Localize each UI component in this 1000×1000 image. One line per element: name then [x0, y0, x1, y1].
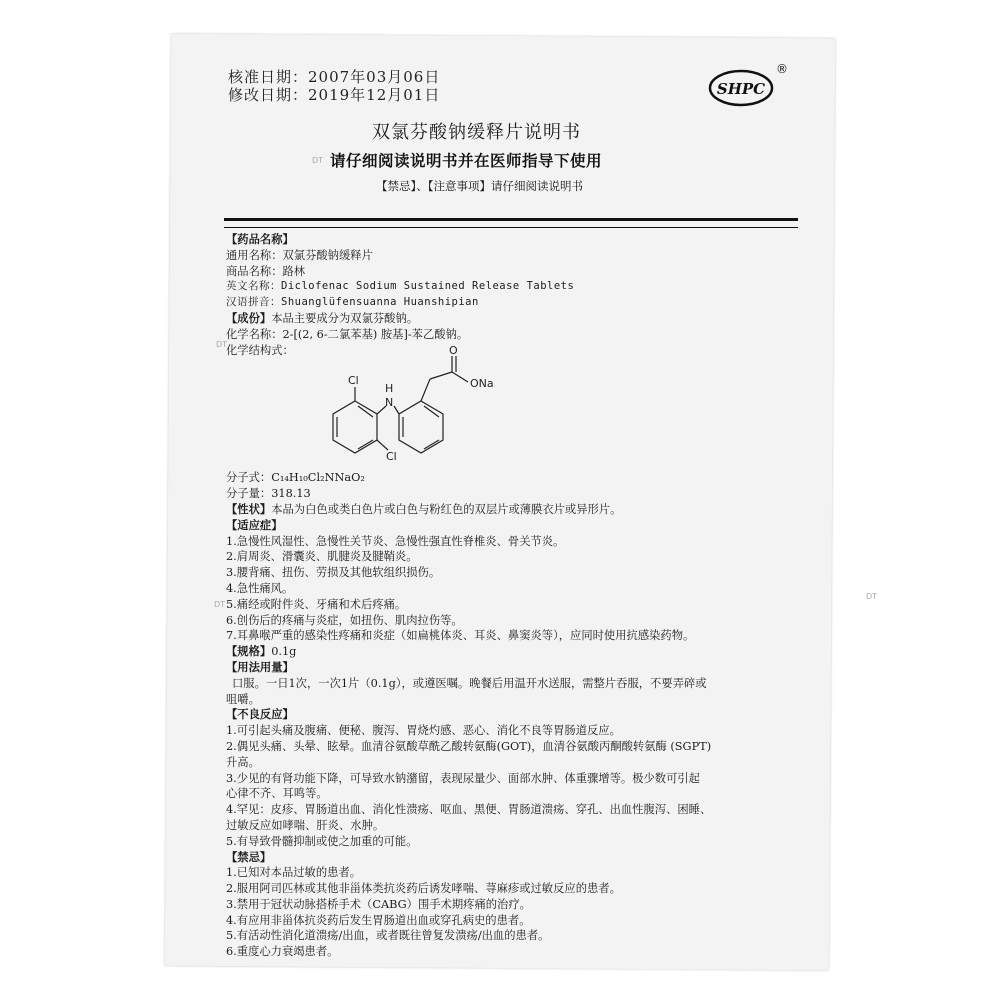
indication-item: 5.痛经或附件炎、牙痛和术后疼痛。: [226, 597, 407, 611]
pinyin-name: 汉语拼音：Shuanglüfensuanna Huanshipian: [226, 296, 479, 309]
watermark-mark: DT: [312, 156, 324, 165]
properties-heading: 【性状】: [226, 502, 272, 516]
adverse-line: 过敏反应如哮喘、肝炎、水肿。: [226, 818, 385, 832]
generic-name: 通用名称：双氯芬酸钠缓释片: [226, 248, 373, 262]
adverse-line: 1.可引起头痛及腹痛、便秘、腹泻、胃烧灼感、恶心、消化不良等胃肠道反应。: [226, 724, 621, 738]
chemical-name: 化学名称：2-[(2, 6-二氯苯基) 胺基]-苯乙酸钠。: [226, 327, 469, 341]
atom-n: N: [385, 396, 394, 410]
dosage-text-1: 口服。一日1次，一次1片（0.1g），或遵医嘱。晚餐后用温开水送服，需整片吞服，不要弄碎或: [232, 676, 707, 690]
dosage-heading: 【用法用量】: [226, 660, 294, 674]
indication-item: 7.耳鼻喉严重的感染性疼痛和炎症（如扁桃体炎、耳炎、鼻窦炎等），应同时使用抗感染药物。: [226, 629, 695, 643]
molecular-weight: 分子量：318.13: [226, 487, 311, 501]
contraindication-item: 6.重度心力衰竭患者。: [226, 945, 339, 959]
contraindication-item: 3.禁用于冠状动脉搭桥手术（CABG）围手术期疼痛的治疗。: [226, 897, 531, 911]
specification-line: [226, 644, 806, 660]
indication-item: 3.腰背痛、扭伤、劳损及其他软组织损伤。: [226, 566, 441, 580]
atom-o: O: [449, 344, 458, 358]
adverse-heading: 【不良反应】: [226, 708, 294, 722]
specification-text: 0.1g: [271, 645, 297, 659]
drug-name-heading: 【药品名称】: [226, 233, 294, 246]
registered-mark: ®: [776, 62, 788, 76]
structure-label: 化学结构式：: [226, 343, 294, 357]
document-title: 双氯芬酸钠缓释片说明书: [372, 122, 581, 143]
properties-line: [226, 502, 806, 518]
indication-item: 4.急性痛风。: [226, 581, 294, 595]
specification-heading: 【规格】: [226, 645, 272, 659]
logo-text: SHPC: [716, 80, 766, 98]
leaflet-content: [226, 232, 806, 960]
molecular-formula: 分子式：C₁₄H₁₀Cl₂NNaO₂: [226, 471, 365, 485]
adverse-line: 2.偶见头痛、头晕、眩晕。血清谷氨酸草酰乙酸转氨酶(GOT)，血清谷氨酸丙酮酸转氨酶 (SGPT): [226, 739, 712, 753]
contraindications-heading: 【禁忌】: [226, 850, 272, 864]
indication-item: 1.急慢性风湿性、急慢性关节炎、急慢性强直性脊椎炎、骨关节炎。: [226, 534, 565, 548]
warning-notice: 【禁忌】、【注意事项】请仔细阅读说明书: [376, 179, 583, 193]
adverse-line: 心律不齐、耳鸣等。: [226, 787, 328, 801]
shpc-logo: [708, 68, 774, 108]
watermark-mark: DT: [866, 592, 878, 601]
indications-heading: 【适应症】: [226, 518, 283, 532]
contraindication-item: 2.服用阿司匹林或其他非甾体类抗炎药后诱发哮喘、荨麻疹或过敏反应的患者。: [226, 882, 621, 896]
indication-item: 6.创伤后的疼痛与炎症，如扭伤、肌肉拉伤等。: [226, 613, 463, 627]
approval-date: 核准日期：2007年03月06日: [228, 68, 441, 86]
atom-h: H: [385, 382, 394, 396]
atom-cl-top: Cl: [348, 374, 359, 388]
indication-item: 2.肩周炎、滑囊炎、肌腱炎及腱鞘炎。: [226, 550, 418, 564]
ingredients-text: 本品主要成分为双氯芬酸钠。: [271, 311, 419, 325]
ingredients-line: [226, 311, 806, 327]
revision-date: 修改日期：2019年12月01日: [228, 86, 441, 104]
diclofenac-structure-diagram: [322, 344, 522, 474]
divider-thick: [224, 218, 798, 221]
atom-ona: ONa: [470, 377, 494, 391]
contraindication-item: 5.有活动性消化道溃疡/出血，或者既往曾复发溃疡/出血的患者。: [226, 929, 550, 943]
dosage-text-2: 咀嚼。: [226, 692, 260, 706]
adverse-line: 3.少见的有肾功能下降，可导致水钠潴留，表现尿量少、面部水肿、体重骤增等。极少数可引起: [226, 771, 700, 785]
document-subtitle: 请仔细阅读说明书并在医师指导下使用: [330, 152, 603, 170]
contraindication-item: 4.有应用非甾体抗炎药后发生胃肠道出血或穿孔病史的患者。: [226, 913, 531, 927]
adverse-line: 5.有导致骨髓抑制或使之加重的可能。: [226, 834, 418, 848]
atom-cl-bottom: Cl: [386, 450, 397, 464]
divider-thin: [224, 227, 798, 228]
watermark-mark: DT: [214, 600, 226, 609]
ingredients-heading: 【成份】: [226, 311, 272, 325]
watermark-mark: DT: [216, 340, 228, 349]
trade-name: 商品名称：路林: [226, 264, 306, 278]
english-name: 英文名称：Diclofenac Sodium Sustained Release Tablets: [226, 280, 575, 293]
adverse-line: 4.罕见：皮疹、胃肠道出血、消化性溃疡、呕血、黑便、胃肠道溃疡、穿孔、出血性腹泻、困睡、: [226, 803, 712, 817]
adverse-line: 升高。: [226, 755, 260, 769]
properties-text: 本品为白色或类白色片或白色与粉红色的双层片或薄膜衣片或异形片。: [271, 502, 622, 516]
contraindication-item: 1.已知对本品过敏的患者。: [226, 866, 362, 880]
